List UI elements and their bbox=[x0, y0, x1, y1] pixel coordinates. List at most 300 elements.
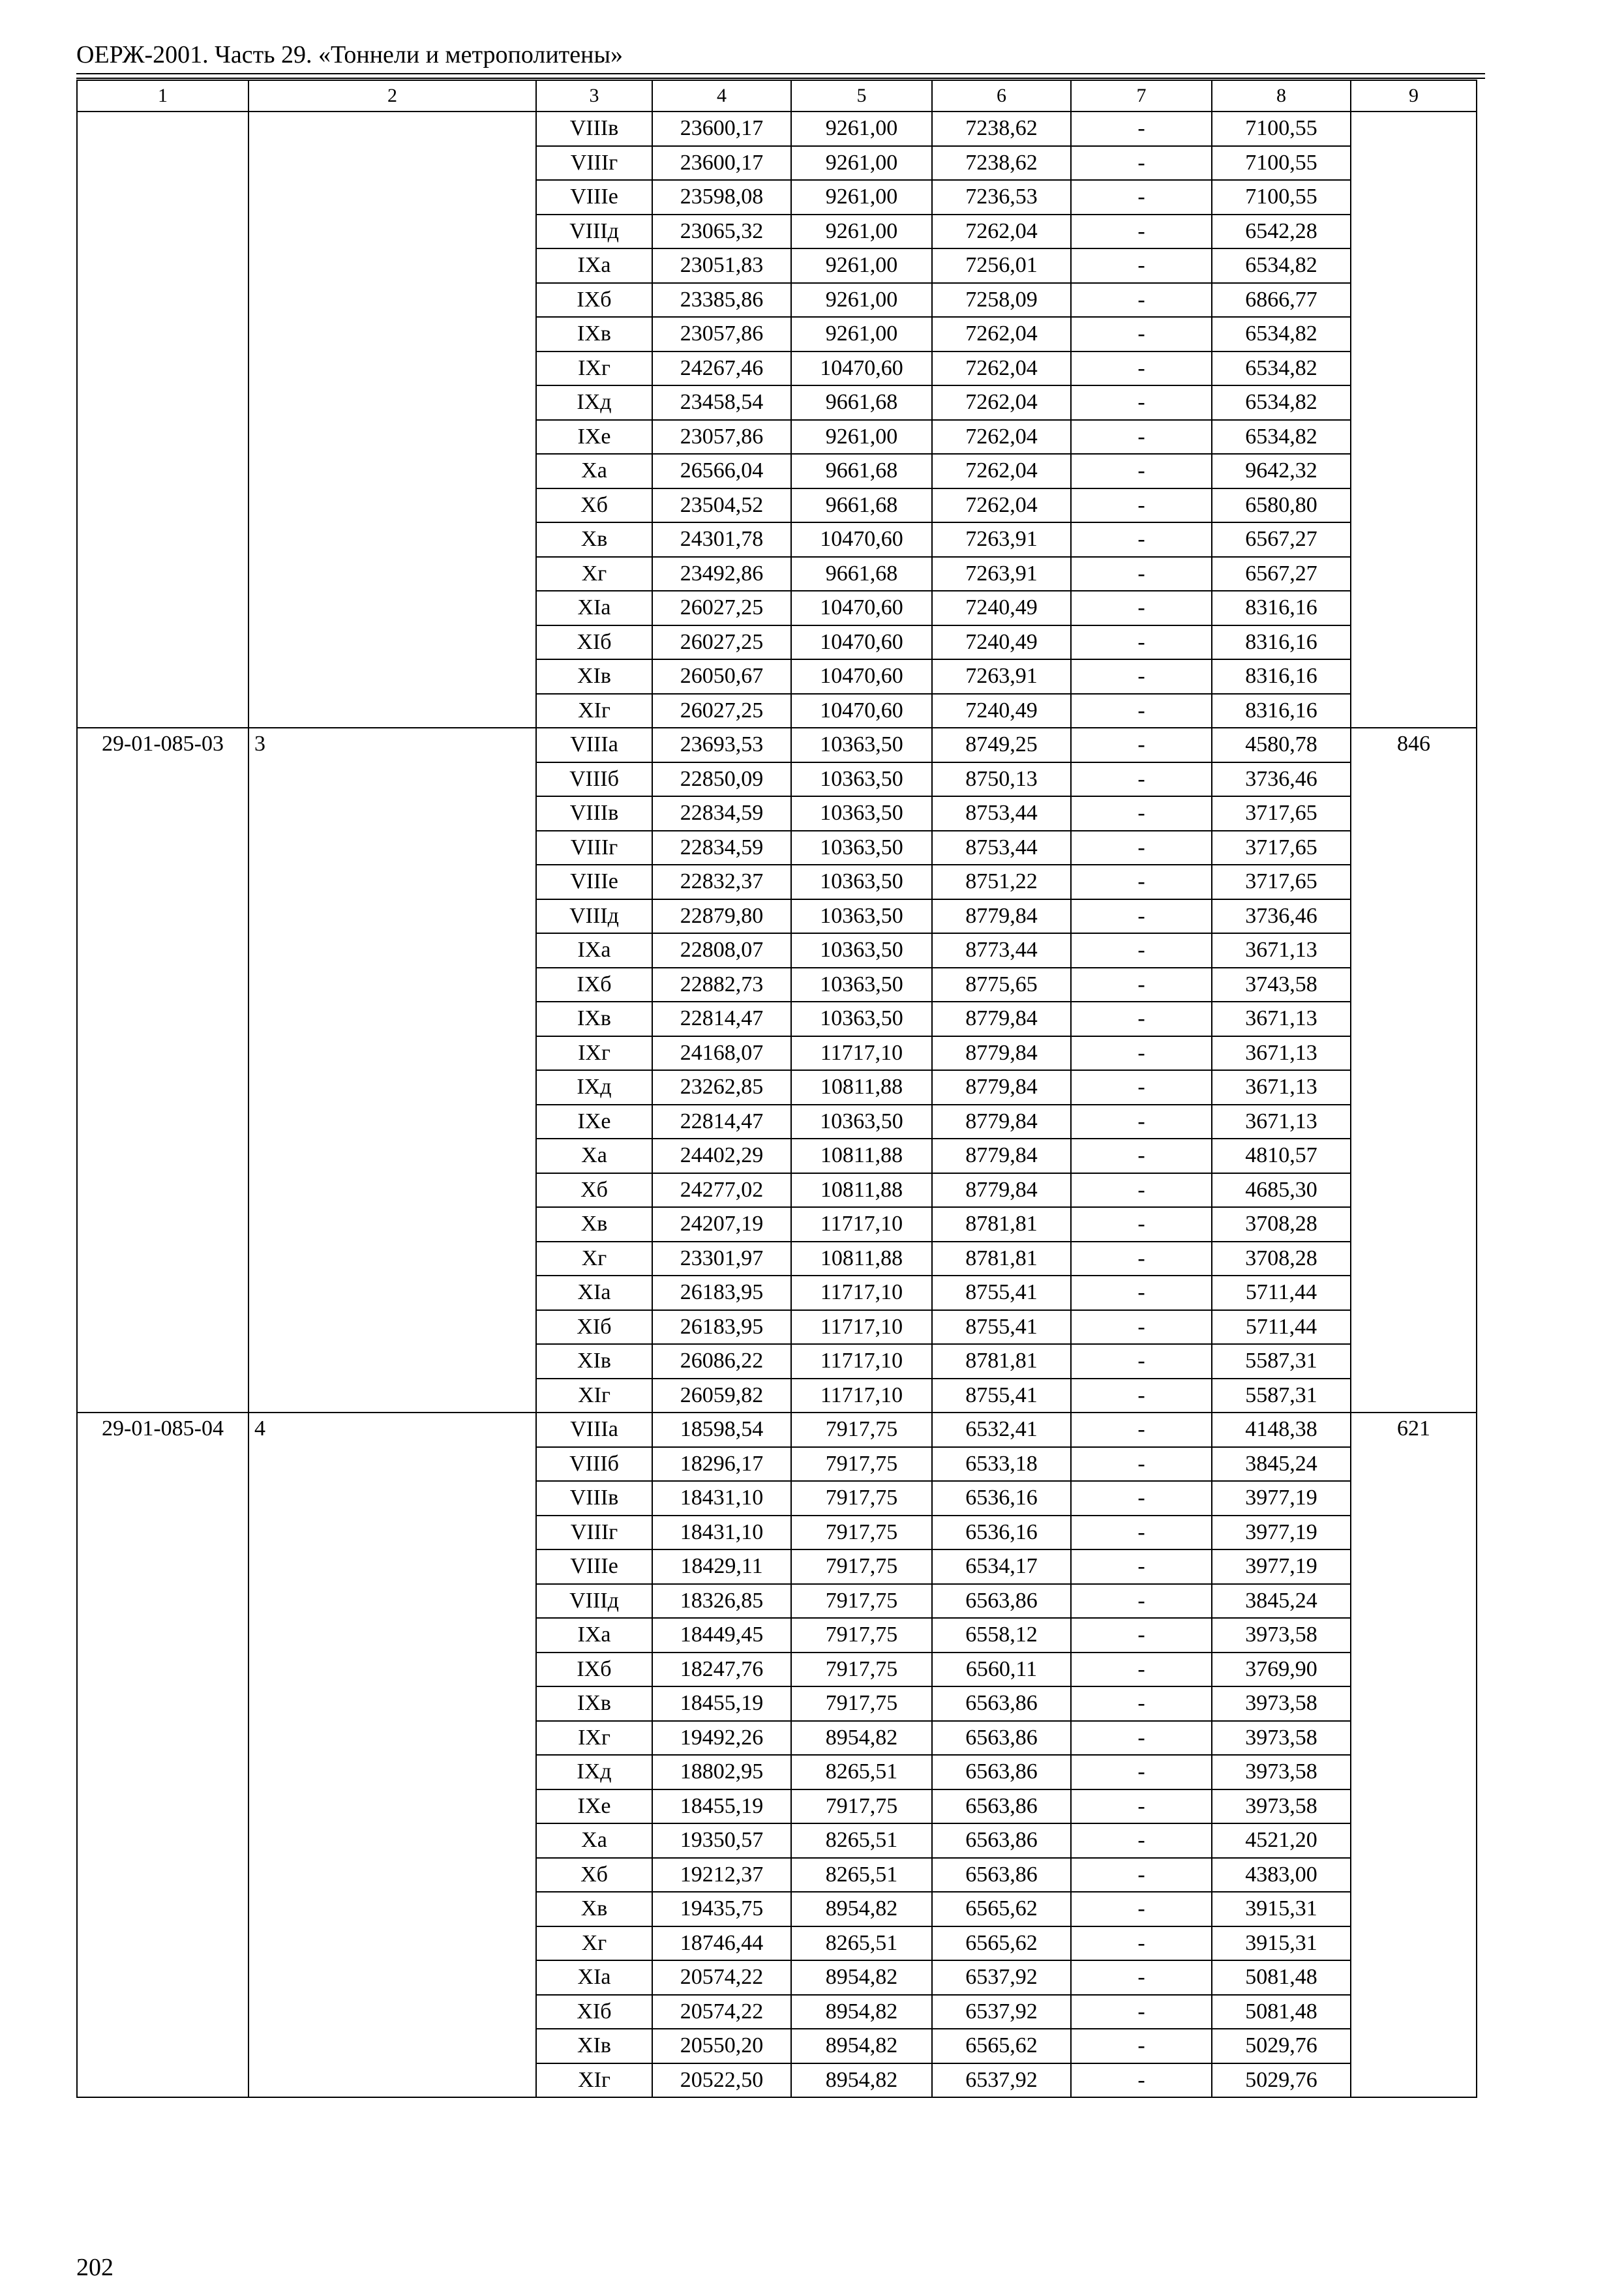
labor-cost-cell: 9661,68 bbox=[791, 557, 932, 591]
labor-cost-cell: 8954,82 bbox=[791, 1995, 932, 2029]
zone-cell: Xа bbox=[536, 1139, 652, 1173]
driver-pay-cell: - bbox=[1071, 248, 1212, 283]
machine-cost-cell: 6565,62 bbox=[932, 1926, 1071, 1961]
materials-cost-cell: 9642,32 bbox=[1212, 454, 1351, 488]
column-number: 1 bbox=[77, 80, 248, 112]
materials-cost-cell: 4685,30 bbox=[1212, 1173, 1351, 1208]
total-cost-cell: 19492,26 bbox=[652, 1721, 791, 1756]
materials-cost-cell: 3671,13 bbox=[1212, 1070, 1351, 1105]
total-cost-cell: 20574,22 bbox=[652, 1960, 791, 1995]
driver-pay-cell: - bbox=[1071, 2029, 1212, 2063]
total-cost-cell: 26050,67 bbox=[652, 659, 791, 694]
driver-pay-cell: - bbox=[1071, 1379, 1212, 1413]
labor-cost-cell: 9261,00 bbox=[791, 215, 932, 249]
driver-pay-cell: - bbox=[1071, 1858, 1212, 1893]
zone-cell: IXа bbox=[536, 933, 652, 968]
machine-cost-cell: 7240,49 bbox=[932, 591, 1071, 625]
driver-pay-cell: - bbox=[1071, 215, 1212, 249]
labor-cost-cell: 9261,00 bbox=[791, 317, 932, 352]
zone-cell: XIа bbox=[536, 1960, 652, 1995]
zone-cell: Xг bbox=[536, 557, 652, 591]
zone-cell: Xв bbox=[536, 522, 652, 557]
zone-cell: IXг bbox=[536, 1721, 652, 1756]
machine-cost-cell: 7236,53 bbox=[932, 180, 1071, 215]
labor-cost-cell: 7917,75 bbox=[791, 1481, 932, 1516]
labor-cost-cell: 8954,82 bbox=[791, 1721, 932, 1756]
materials-cost-cell: 7100,55 bbox=[1212, 146, 1351, 181]
materials-cost-cell: 3973,58 bbox=[1212, 1721, 1351, 1756]
total-cost-cell: 22808,07 bbox=[652, 933, 791, 968]
page-header: ОЕРЖ-2001. Часть 29. «Тоннели и метрополитены» bbox=[76, 41, 624, 68]
labor-cost-cell: 10363,50 bbox=[791, 933, 932, 968]
machine-cost-cell: 7262,04 bbox=[932, 454, 1071, 488]
total-cost-cell: 20550,20 bbox=[652, 2029, 791, 2063]
driver-pay-cell: - bbox=[1071, 1344, 1212, 1379]
total-cost-cell: 23385,86 bbox=[652, 283, 791, 318]
header-rule-bottom bbox=[76, 78, 1485, 79]
materials-cost-cell: 5711,44 bbox=[1212, 1276, 1351, 1310]
labor-cost-cell: 7917,75 bbox=[791, 1516, 932, 1550]
zone-cell: Xб bbox=[536, 1858, 652, 1893]
labor-cost-cell: 9261,00 bbox=[791, 283, 932, 318]
labor-cost-cell: 10363,50 bbox=[791, 899, 932, 934]
machine-cost-cell: 8755,41 bbox=[932, 1276, 1071, 1310]
driver-pay-cell: - bbox=[1071, 1070, 1212, 1105]
zone-cell: VIIIд bbox=[536, 1584, 652, 1619]
labor-cost-cell: 11717,10 bbox=[791, 1344, 932, 1379]
driver-pay-cell: - bbox=[1071, 1242, 1212, 1276]
total-cost-cell: 18802,95 bbox=[652, 1755, 791, 1789]
materials-cost-cell: 3973,58 bbox=[1212, 1755, 1351, 1789]
total-cost-cell: 24267,46 bbox=[652, 352, 791, 386]
driver-pay-cell: - bbox=[1071, 1721, 1212, 1756]
zone-cell: Xв bbox=[536, 1207, 652, 1242]
materials-cost-cell: 5587,31 bbox=[1212, 1379, 1351, 1413]
machine-cost-cell: 6537,92 bbox=[932, 2063, 1071, 2098]
zone-cell: IXб bbox=[536, 283, 652, 318]
materials-cost-cell: 6866,77 bbox=[1212, 283, 1351, 318]
materials-cost-cell: 4580,78 bbox=[1212, 728, 1351, 762]
materials-cost-cell: 3736,46 bbox=[1212, 899, 1351, 934]
total-cost-cell: 18247,76 bbox=[652, 1653, 791, 1687]
total-cost-cell: 26059,82 bbox=[652, 1379, 791, 1413]
materials-cost-cell: 8316,16 bbox=[1212, 694, 1351, 728]
materials-cost-cell: 8316,16 bbox=[1212, 625, 1351, 660]
driver-pay-cell: - bbox=[1071, 385, 1212, 420]
machine-cost-cell: 7262,04 bbox=[932, 317, 1071, 352]
labor-cost-cell: 10811,88 bbox=[791, 1173, 932, 1208]
header-rule-top bbox=[76, 73, 1485, 74]
driver-pay-cell: - bbox=[1071, 1310, 1212, 1345]
zone-cell: VIIIд bbox=[536, 899, 652, 934]
zone-cell: Xг bbox=[536, 1926, 652, 1961]
machine-cost-cell: 7263,91 bbox=[932, 522, 1071, 557]
driver-pay-cell: - bbox=[1071, 352, 1212, 386]
machine-cost-cell: 6563,86 bbox=[932, 1823, 1071, 1858]
materials-cost-cell: 3845,24 bbox=[1212, 1447, 1351, 1482]
total-cost-cell: 24301,78 bbox=[652, 522, 791, 557]
machine-cost-cell: 6536,16 bbox=[932, 1481, 1071, 1516]
labor-cost-cell: 8265,51 bbox=[791, 1926, 932, 1961]
total-cost-cell: 19212,37 bbox=[652, 1858, 791, 1893]
zone-cell: Xб bbox=[536, 1173, 652, 1208]
driver-pay-cell: - bbox=[1071, 317, 1212, 352]
zone-cell: XIв bbox=[536, 1344, 652, 1379]
machine-cost-cell: 8749,25 bbox=[932, 728, 1071, 762]
labor-cost-cell: 10470,60 bbox=[791, 591, 932, 625]
machine-cost-cell: 7238,62 bbox=[932, 146, 1071, 181]
zone-cell: VIIIа bbox=[536, 1413, 652, 1447]
zone-cell: IXа bbox=[536, 248, 652, 283]
machine-cost-cell: 8779,84 bbox=[932, 1070, 1071, 1105]
zone-cell: Xа bbox=[536, 1823, 652, 1858]
col9-cell: 621 bbox=[1351, 1413, 1477, 2097]
total-cost-cell: 26027,25 bbox=[652, 625, 791, 660]
materials-cost-cell: 8316,16 bbox=[1212, 591, 1351, 625]
materials-cost-cell: 3845,24 bbox=[1212, 1584, 1351, 1619]
machine-cost-cell: 6537,92 bbox=[932, 1995, 1071, 2029]
labor-cost-cell: 10470,60 bbox=[791, 352, 932, 386]
machine-cost-cell: 8773,44 bbox=[932, 933, 1071, 968]
total-cost-cell: 22834,59 bbox=[652, 796, 791, 831]
column-number: 8 bbox=[1212, 80, 1351, 112]
materials-cost-cell: 6567,27 bbox=[1212, 557, 1351, 591]
driver-pay-cell: - bbox=[1071, 968, 1212, 1002]
total-cost-cell: 19350,57 bbox=[652, 1823, 791, 1858]
table-row bbox=[77, 728, 1477, 762]
machine-cost-cell: 7262,04 bbox=[932, 385, 1071, 420]
materials-cost-cell: 3977,19 bbox=[1212, 1481, 1351, 1516]
total-cost-cell: 26027,25 bbox=[652, 591, 791, 625]
zone-cell: XIб bbox=[536, 1310, 652, 1345]
table-body bbox=[77, 80, 1477, 2097]
zone-cell: XIв bbox=[536, 659, 652, 694]
code-cell bbox=[77, 112, 248, 728]
total-cost-cell: 18431,10 bbox=[652, 1481, 791, 1516]
materials-cost-cell: 4148,38 bbox=[1212, 1413, 1351, 1447]
column-number: 4 bbox=[652, 80, 791, 112]
zone-cell: XIа bbox=[536, 591, 652, 625]
zone-cell: IXе bbox=[536, 1789, 652, 1824]
name-cell bbox=[248, 112, 536, 728]
total-cost-cell: 23051,83 bbox=[652, 248, 791, 283]
zone-cell: XIб bbox=[536, 625, 652, 660]
total-cost-cell: 23600,17 bbox=[652, 112, 791, 146]
machine-cost-cell: 7262,04 bbox=[932, 352, 1071, 386]
materials-cost-cell: 3671,13 bbox=[1212, 1105, 1351, 1139]
machine-cost-cell: 6563,86 bbox=[932, 1584, 1071, 1619]
materials-cost-cell: 6542,28 bbox=[1212, 215, 1351, 249]
zone-cell: IXе bbox=[536, 1105, 652, 1139]
zone-cell: IXб bbox=[536, 968, 652, 1002]
driver-pay-cell: - bbox=[1071, 180, 1212, 215]
labor-cost-cell: 11717,10 bbox=[791, 1379, 932, 1413]
labor-cost-cell: 10470,60 bbox=[791, 694, 932, 728]
materials-cost-cell: 3671,13 bbox=[1212, 1002, 1351, 1036]
zone-cell: IXг bbox=[536, 352, 652, 386]
driver-pay-cell: - bbox=[1071, 1413, 1212, 1447]
labor-cost-cell: 10363,50 bbox=[791, 1002, 932, 1036]
driver-pay-cell: - bbox=[1071, 659, 1212, 694]
zone-cell: IXд bbox=[536, 385, 652, 420]
driver-pay-cell: - bbox=[1071, 420, 1212, 455]
zone-cell: Xа bbox=[536, 454, 652, 488]
column-number-row bbox=[77, 80, 1477, 112]
zone-cell: VIIIа bbox=[536, 728, 652, 762]
driver-pay-cell: - bbox=[1071, 591, 1212, 625]
labor-cost-cell: 10363,50 bbox=[791, 796, 932, 831]
zone-cell: VIIIд bbox=[536, 215, 652, 249]
driver-pay-cell: - bbox=[1071, 1516, 1212, 1550]
materials-cost-cell: 5029,76 bbox=[1212, 2029, 1351, 2063]
materials-cost-cell: 6534,82 bbox=[1212, 317, 1351, 352]
labor-cost-cell: 10363,50 bbox=[791, 728, 932, 762]
total-cost-cell: 18429,11 bbox=[652, 1549, 791, 1584]
labor-cost-cell: 7917,75 bbox=[791, 1413, 932, 1447]
driver-pay-cell: - bbox=[1071, 1105, 1212, 1139]
total-cost-cell: 18326,85 bbox=[652, 1584, 791, 1619]
materials-cost-cell: 6567,27 bbox=[1212, 522, 1351, 557]
total-cost-cell: 22832,37 bbox=[652, 865, 791, 899]
total-cost-cell: 23504,52 bbox=[652, 488, 791, 523]
driver-pay-cell: - bbox=[1071, 1926, 1212, 1961]
driver-pay-cell: - bbox=[1071, 1481, 1212, 1516]
total-cost-cell: 26183,95 bbox=[652, 1276, 791, 1310]
labor-cost-cell: 8265,51 bbox=[791, 1823, 932, 1858]
materials-cost-cell: 3717,65 bbox=[1212, 831, 1351, 865]
machine-cost-cell: 6532,41 bbox=[932, 1413, 1071, 1447]
driver-pay-cell: - bbox=[1071, 1995, 1212, 2029]
driver-pay-cell: - bbox=[1071, 1276, 1212, 1310]
labor-cost-cell: 8954,82 bbox=[791, 2063, 932, 2098]
total-cost-cell: 26183,95 bbox=[652, 1310, 791, 1345]
machine-cost-cell: 6563,86 bbox=[932, 1755, 1071, 1789]
driver-pay-cell: - bbox=[1071, 831, 1212, 865]
total-cost-cell: 24402,29 bbox=[652, 1139, 791, 1173]
code-cell: 29-01-085-03 bbox=[77, 728, 248, 1413]
materials-cost-cell: 5081,48 bbox=[1212, 1960, 1351, 1995]
machine-cost-cell: 8779,84 bbox=[932, 1002, 1071, 1036]
total-cost-cell: 23065,32 bbox=[652, 215, 791, 249]
machine-cost-cell: 8753,44 bbox=[932, 831, 1071, 865]
labor-cost-cell: 9661,68 bbox=[791, 385, 932, 420]
labor-cost-cell: 8954,82 bbox=[791, 2029, 932, 2063]
machine-cost-cell: 7262,04 bbox=[932, 420, 1071, 455]
labor-cost-cell: 10363,50 bbox=[791, 831, 932, 865]
labor-cost-cell: 8954,82 bbox=[791, 1892, 932, 1926]
machine-cost-cell: 7256,01 bbox=[932, 248, 1071, 283]
driver-pay-cell: - bbox=[1071, 899, 1212, 934]
driver-pay-cell: - bbox=[1071, 728, 1212, 762]
total-cost-cell: 23600,17 bbox=[652, 146, 791, 181]
total-cost-cell: 22814,47 bbox=[652, 1105, 791, 1139]
labor-cost-cell: 10363,50 bbox=[791, 865, 932, 899]
column-number: 9 bbox=[1351, 80, 1477, 112]
driver-pay-cell: - bbox=[1071, 146, 1212, 181]
machine-cost-cell: 8781,81 bbox=[932, 1207, 1071, 1242]
machine-cost-cell: 6534,17 bbox=[932, 1549, 1071, 1584]
column-number: 2 bbox=[248, 80, 536, 112]
zone-cell: IXд bbox=[536, 1755, 652, 1789]
zone-cell: VIIIг bbox=[536, 1516, 652, 1550]
machine-cost-cell: 6565,62 bbox=[932, 1892, 1071, 1926]
total-cost-cell: 18296,17 bbox=[652, 1447, 791, 1482]
zone-cell: IXе bbox=[536, 420, 652, 455]
machine-cost-cell: 8755,41 bbox=[932, 1310, 1071, 1345]
labor-cost-cell: 7917,75 bbox=[791, 1584, 932, 1619]
labor-cost-cell: 7917,75 bbox=[791, 1549, 932, 1584]
zone-cell: VIIIв bbox=[536, 1481, 652, 1516]
materials-cost-cell: 3973,58 bbox=[1212, 1686, 1351, 1721]
zone-cell: VIIIе bbox=[536, 1549, 652, 1584]
total-cost-cell: 18746,44 bbox=[652, 1926, 791, 1961]
machine-cost-cell: 7263,91 bbox=[932, 557, 1071, 591]
materials-cost-cell: 8316,16 bbox=[1212, 659, 1351, 694]
machine-cost-cell: 6563,86 bbox=[932, 1686, 1071, 1721]
zone-cell: VIIIг bbox=[536, 831, 652, 865]
materials-cost-cell: 3743,58 bbox=[1212, 968, 1351, 1002]
machine-cost-cell: 7238,62 bbox=[932, 112, 1071, 146]
total-cost-cell: 22850,09 bbox=[652, 762, 791, 797]
zone-cell: XIа bbox=[536, 1276, 652, 1310]
materials-cost-cell: 3671,13 bbox=[1212, 933, 1351, 968]
labor-cost-cell: 8265,51 bbox=[791, 1755, 932, 1789]
driver-pay-cell: - bbox=[1071, 1173, 1212, 1208]
total-cost-cell: 24277,02 bbox=[652, 1173, 791, 1208]
page-number: 202 bbox=[76, 2254, 113, 2281]
machine-cost-cell: 8750,13 bbox=[932, 762, 1071, 797]
materials-cost-cell: 3977,19 bbox=[1212, 1516, 1351, 1550]
zone-cell: VIIIв bbox=[536, 112, 652, 146]
driver-pay-cell: - bbox=[1071, 865, 1212, 899]
machine-cost-cell: 7258,09 bbox=[932, 283, 1071, 318]
driver-pay-cell: - bbox=[1071, 1002, 1212, 1036]
labor-cost-cell: 10470,60 bbox=[791, 659, 932, 694]
zone-cell: VIIIб bbox=[536, 762, 652, 797]
labor-cost-cell: 10811,88 bbox=[791, 1139, 932, 1173]
materials-cost-cell: 3671,13 bbox=[1212, 1036, 1351, 1071]
driver-pay-cell: - bbox=[1071, 796, 1212, 831]
zone-cell: VIIIб bbox=[536, 1447, 652, 1482]
materials-cost-cell: 3717,65 bbox=[1212, 865, 1351, 899]
labor-cost-cell: 10811,88 bbox=[791, 1070, 932, 1105]
labor-cost-cell: 9261,00 bbox=[791, 180, 932, 215]
materials-cost-cell: 3973,58 bbox=[1212, 1618, 1351, 1653]
driver-pay-cell: - bbox=[1071, 454, 1212, 488]
driver-pay-cell: - bbox=[1071, 522, 1212, 557]
materials-cost-cell: 7100,55 bbox=[1212, 112, 1351, 146]
zone-cell: VIIIг bbox=[536, 146, 652, 181]
zone-cell: IXа bbox=[536, 1618, 652, 1653]
total-cost-cell: 23492,86 bbox=[652, 557, 791, 591]
zone-cell: XIв bbox=[536, 2029, 652, 2063]
name-cell: 4 bbox=[248, 1413, 536, 2097]
labor-cost-cell: 11717,10 bbox=[791, 1276, 932, 1310]
materials-cost-cell: 5587,31 bbox=[1212, 1344, 1351, 1379]
machine-cost-cell: 7240,49 bbox=[932, 694, 1071, 728]
materials-cost-cell: 3973,58 bbox=[1212, 1789, 1351, 1824]
machine-cost-cell: 8779,84 bbox=[932, 1139, 1071, 1173]
driver-pay-cell: - bbox=[1071, 1892, 1212, 1926]
machine-cost-cell: 6560,11 bbox=[932, 1653, 1071, 1687]
driver-pay-cell: - bbox=[1071, 933, 1212, 968]
labor-cost-cell: 11717,10 bbox=[791, 1207, 932, 1242]
total-cost-cell: 26086,22 bbox=[652, 1344, 791, 1379]
column-number: 5 bbox=[791, 80, 932, 112]
total-cost-cell: 23262,85 bbox=[652, 1070, 791, 1105]
machine-cost-cell: 6536,16 bbox=[932, 1516, 1071, 1550]
driver-pay-cell: - bbox=[1071, 557, 1212, 591]
labor-cost-cell: 11717,10 bbox=[791, 1036, 932, 1071]
materials-cost-cell: 3736,46 bbox=[1212, 762, 1351, 797]
code-cell: 29-01-085-04 bbox=[77, 1413, 248, 2097]
machine-cost-cell: 8753,44 bbox=[932, 796, 1071, 831]
labor-cost-cell: 10363,50 bbox=[791, 968, 932, 1002]
machine-cost-cell: 6563,86 bbox=[932, 1858, 1071, 1893]
driver-pay-cell: - bbox=[1071, 1036, 1212, 1071]
labor-cost-cell: 9661,68 bbox=[791, 488, 932, 523]
materials-cost-cell: 3717,65 bbox=[1212, 796, 1351, 831]
machine-cost-cell: 8755,41 bbox=[932, 1379, 1071, 1413]
machine-cost-cell: 8775,65 bbox=[932, 968, 1071, 1002]
driver-pay-cell: - bbox=[1071, 1755, 1212, 1789]
total-cost-cell: 23458,54 bbox=[652, 385, 791, 420]
machine-cost-cell: 6565,62 bbox=[932, 2029, 1071, 2063]
zone-cell: XIг bbox=[536, 1379, 652, 1413]
zone-cell: VIIIе bbox=[536, 180, 652, 215]
table-row bbox=[77, 1413, 1477, 1447]
machine-cost-cell: 6558,12 bbox=[932, 1618, 1071, 1653]
total-cost-cell: 23693,53 bbox=[652, 728, 791, 762]
labor-cost-cell: 9261,00 bbox=[791, 112, 932, 146]
zone-cell: IXв bbox=[536, 1686, 652, 1721]
zone-cell: XIб bbox=[536, 1995, 652, 2029]
total-cost-cell: 23057,86 bbox=[652, 317, 791, 352]
driver-pay-cell: - bbox=[1071, 1618, 1212, 1653]
driver-pay-cell: - bbox=[1071, 283, 1212, 318]
materials-cost-cell: 6534,82 bbox=[1212, 248, 1351, 283]
zone-cell: Xб bbox=[536, 488, 652, 523]
labor-cost-cell: 8954,82 bbox=[791, 1960, 932, 1995]
zone-cell: Xг bbox=[536, 1242, 652, 1276]
driver-pay-cell: - bbox=[1071, 1960, 1212, 1995]
total-cost-cell: 18455,19 bbox=[652, 1789, 791, 1824]
driver-pay-cell: - bbox=[1071, 1823, 1212, 1858]
labor-cost-cell: 9261,00 bbox=[791, 146, 932, 181]
driver-pay-cell: - bbox=[1071, 1549, 1212, 1584]
materials-cost-cell: 3915,31 bbox=[1212, 1926, 1351, 1961]
labor-cost-cell: 9661,68 bbox=[791, 454, 932, 488]
total-cost-cell: 20574,22 bbox=[652, 1995, 791, 2029]
driver-pay-cell: - bbox=[1071, 1207, 1212, 1242]
labor-cost-cell: 7917,75 bbox=[791, 1618, 932, 1653]
total-cost-cell: 23301,97 bbox=[652, 1242, 791, 1276]
driver-pay-cell: - bbox=[1071, 2063, 1212, 2098]
materials-cost-cell: 3769,90 bbox=[1212, 1653, 1351, 1687]
materials-cost-cell: 4810,57 bbox=[1212, 1139, 1351, 1173]
labor-cost-cell: 10470,60 bbox=[791, 522, 932, 557]
driver-pay-cell: - bbox=[1071, 694, 1212, 728]
machine-cost-cell: 8779,84 bbox=[932, 1036, 1071, 1071]
zone-cell: IXб bbox=[536, 1653, 652, 1687]
zone-cell: IXв bbox=[536, 317, 652, 352]
total-cost-cell: 26566,04 bbox=[652, 454, 791, 488]
materials-cost-cell: 6580,80 bbox=[1212, 488, 1351, 523]
driver-pay-cell: - bbox=[1071, 488, 1212, 523]
total-cost-cell: 22814,47 bbox=[652, 1002, 791, 1036]
name-cell: 3 bbox=[248, 728, 536, 1413]
materials-cost-cell: 6534,82 bbox=[1212, 352, 1351, 386]
